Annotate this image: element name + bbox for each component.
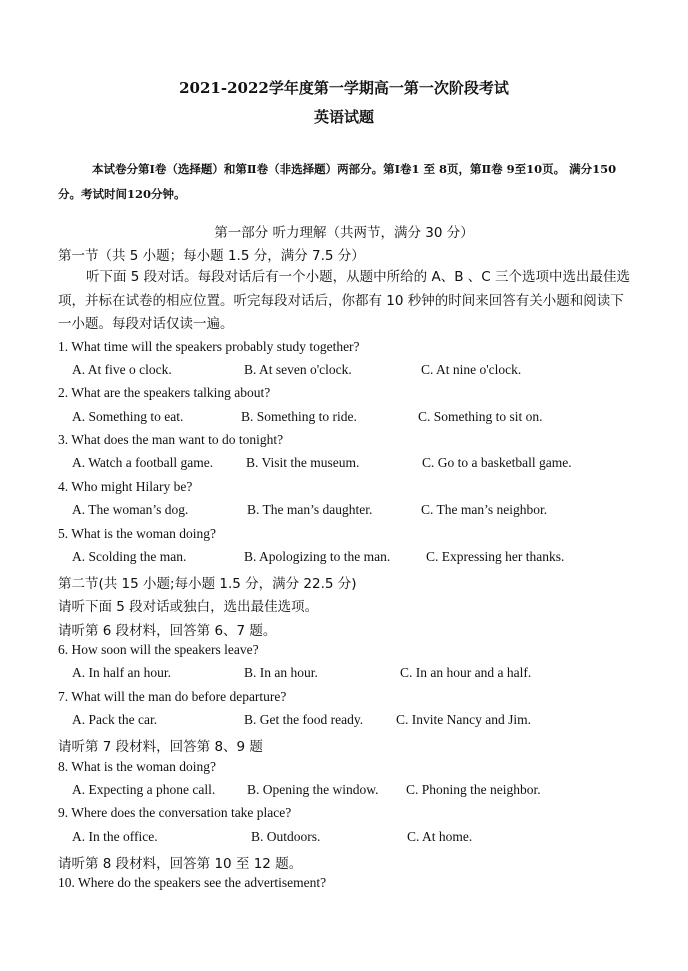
option-b: B. In an hour. [244,665,318,680]
section1-instructions-text: 听下面 5 段对话。每段对话后有一个小题，从题中所给的 A、B 、C 三个选项中选出最佳选项，并标在试卷的相应位置。听完每段对话后，你都有 10 秒钟的时间来回答有关小题和阅读下一小题。每段对话仅读一遍。 [58,269,630,332]
option-c: C. Go to a basketball game. [422,455,572,470]
question-stem: 1. What time will the speakers probably study together? [58,339,360,354]
exam-subtitle: 英语试题 [313,108,374,126]
question-stem: 4. Who might Hilary be? [58,479,193,494]
option-b: B. Opening the window. [247,782,379,797]
option-a: A. Expecting a phone call. [72,782,216,797]
question-stem: 10. Where do the speakers see the advertisement? [58,875,327,890]
option-c: C. Something to sit on. [418,409,543,424]
intro-text: 本试卷分第Ⅰ卷（选择题）和第Ⅱ卷（非选择题）两部分。第Ⅰ卷1 至 8页，第Ⅱ卷 9至10页。 满分150分。考试时间120分钟。 [58,162,617,201]
question-stem: 8. What is the woman doing? [58,759,216,774]
exam-intro [58,157,636,207]
option-c: C. Expressing her thanks. [426,549,565,564]
part1-heading: 第一部分 听力理解（共两节，满分 30 分） [214,225,474,241]
option-a: A. Something to eat. [72,409,184,424]
section2-instructions: 请听下面 5 段对话或独白，选出最佳选项。 [58,599,319,615]
group-7-instructions: 请听第 7 段材料，回答第 8、9 题 [58,739,263,755]
option-c: C. Phoning the neighbor. [406,782,541,797]
option-b: B. Something to ride. [241,409,357,424]
group-6-instructions: 请听第 6 段材料，回答第 6、7 题。 [58,623,277,639]
option-b: B. Visit the museum. [246,455,360,470]
option-c: C. Invite Nancy and Jim. [396,712,531,727]
option-c: C. At home. [407,829,473,844]
group-8-instructions: 请听第 8 段材料，回答第 10 至 12 题。 [58,856,303,872]
section2-heading: 第二节(共 15 小题;每小题 1.5 分，满分 22.5 分) [58,576,357,592]
exam-title: 2021-2022学年度第一学期高一第一次阶段考试 [179,79,509,97]
option-a: A. Watch a football game. [72,455,214,470]
option-b: B. At seven o'clock. [244,362,352,377]
option-b: B. Get the food ready. [244,712,364,727]
option-a: A. In half an hour. [72,665,171,680]
question-stem: 2. What are the speakers talking about? [58,385,271,400]
option-a: A. At five o clock. [72,362,172,377]
section1-heading: 第一节（共 5 小题；每小题 1.5 分，满分 7.5 分） [58,248,365,264]
question-stem: 5. What is the woman doing? [58,526,216,541]
question-stem: 6. How soon will the speakers leave? [58,642,259,657]
option-a: A. Scolding the man. [72,549,187,564]
section1-instructions [58,266,636,337]
option-c: C. The man’s neighbor. [421,502,548,517]
option-a: A. Pack the car. [72,712,158,727]
option-c: C. In an hour and a half. [400,665,532,680]
option-c: C. At nine o'clock. [421,362,522,377]
option-a: A. In the office. [72,829,158,844]
option-b: B. Outdoors. [251,829,321,844]
question-stem: 3. What does the man want to do tonight? [58,432,284,447]
question-stem: 9. Where does the conversation take place? [58,805,292,820]
option-a: A. The woman’s dog. [72,502,189,517]
option-b: B. Apologizing to the man. [244,549,391,564]
question-stem: 7. What will the man do before departure? [58,689,287,704]
option-b: B. The man’s daughter. [247,502,373,517]
